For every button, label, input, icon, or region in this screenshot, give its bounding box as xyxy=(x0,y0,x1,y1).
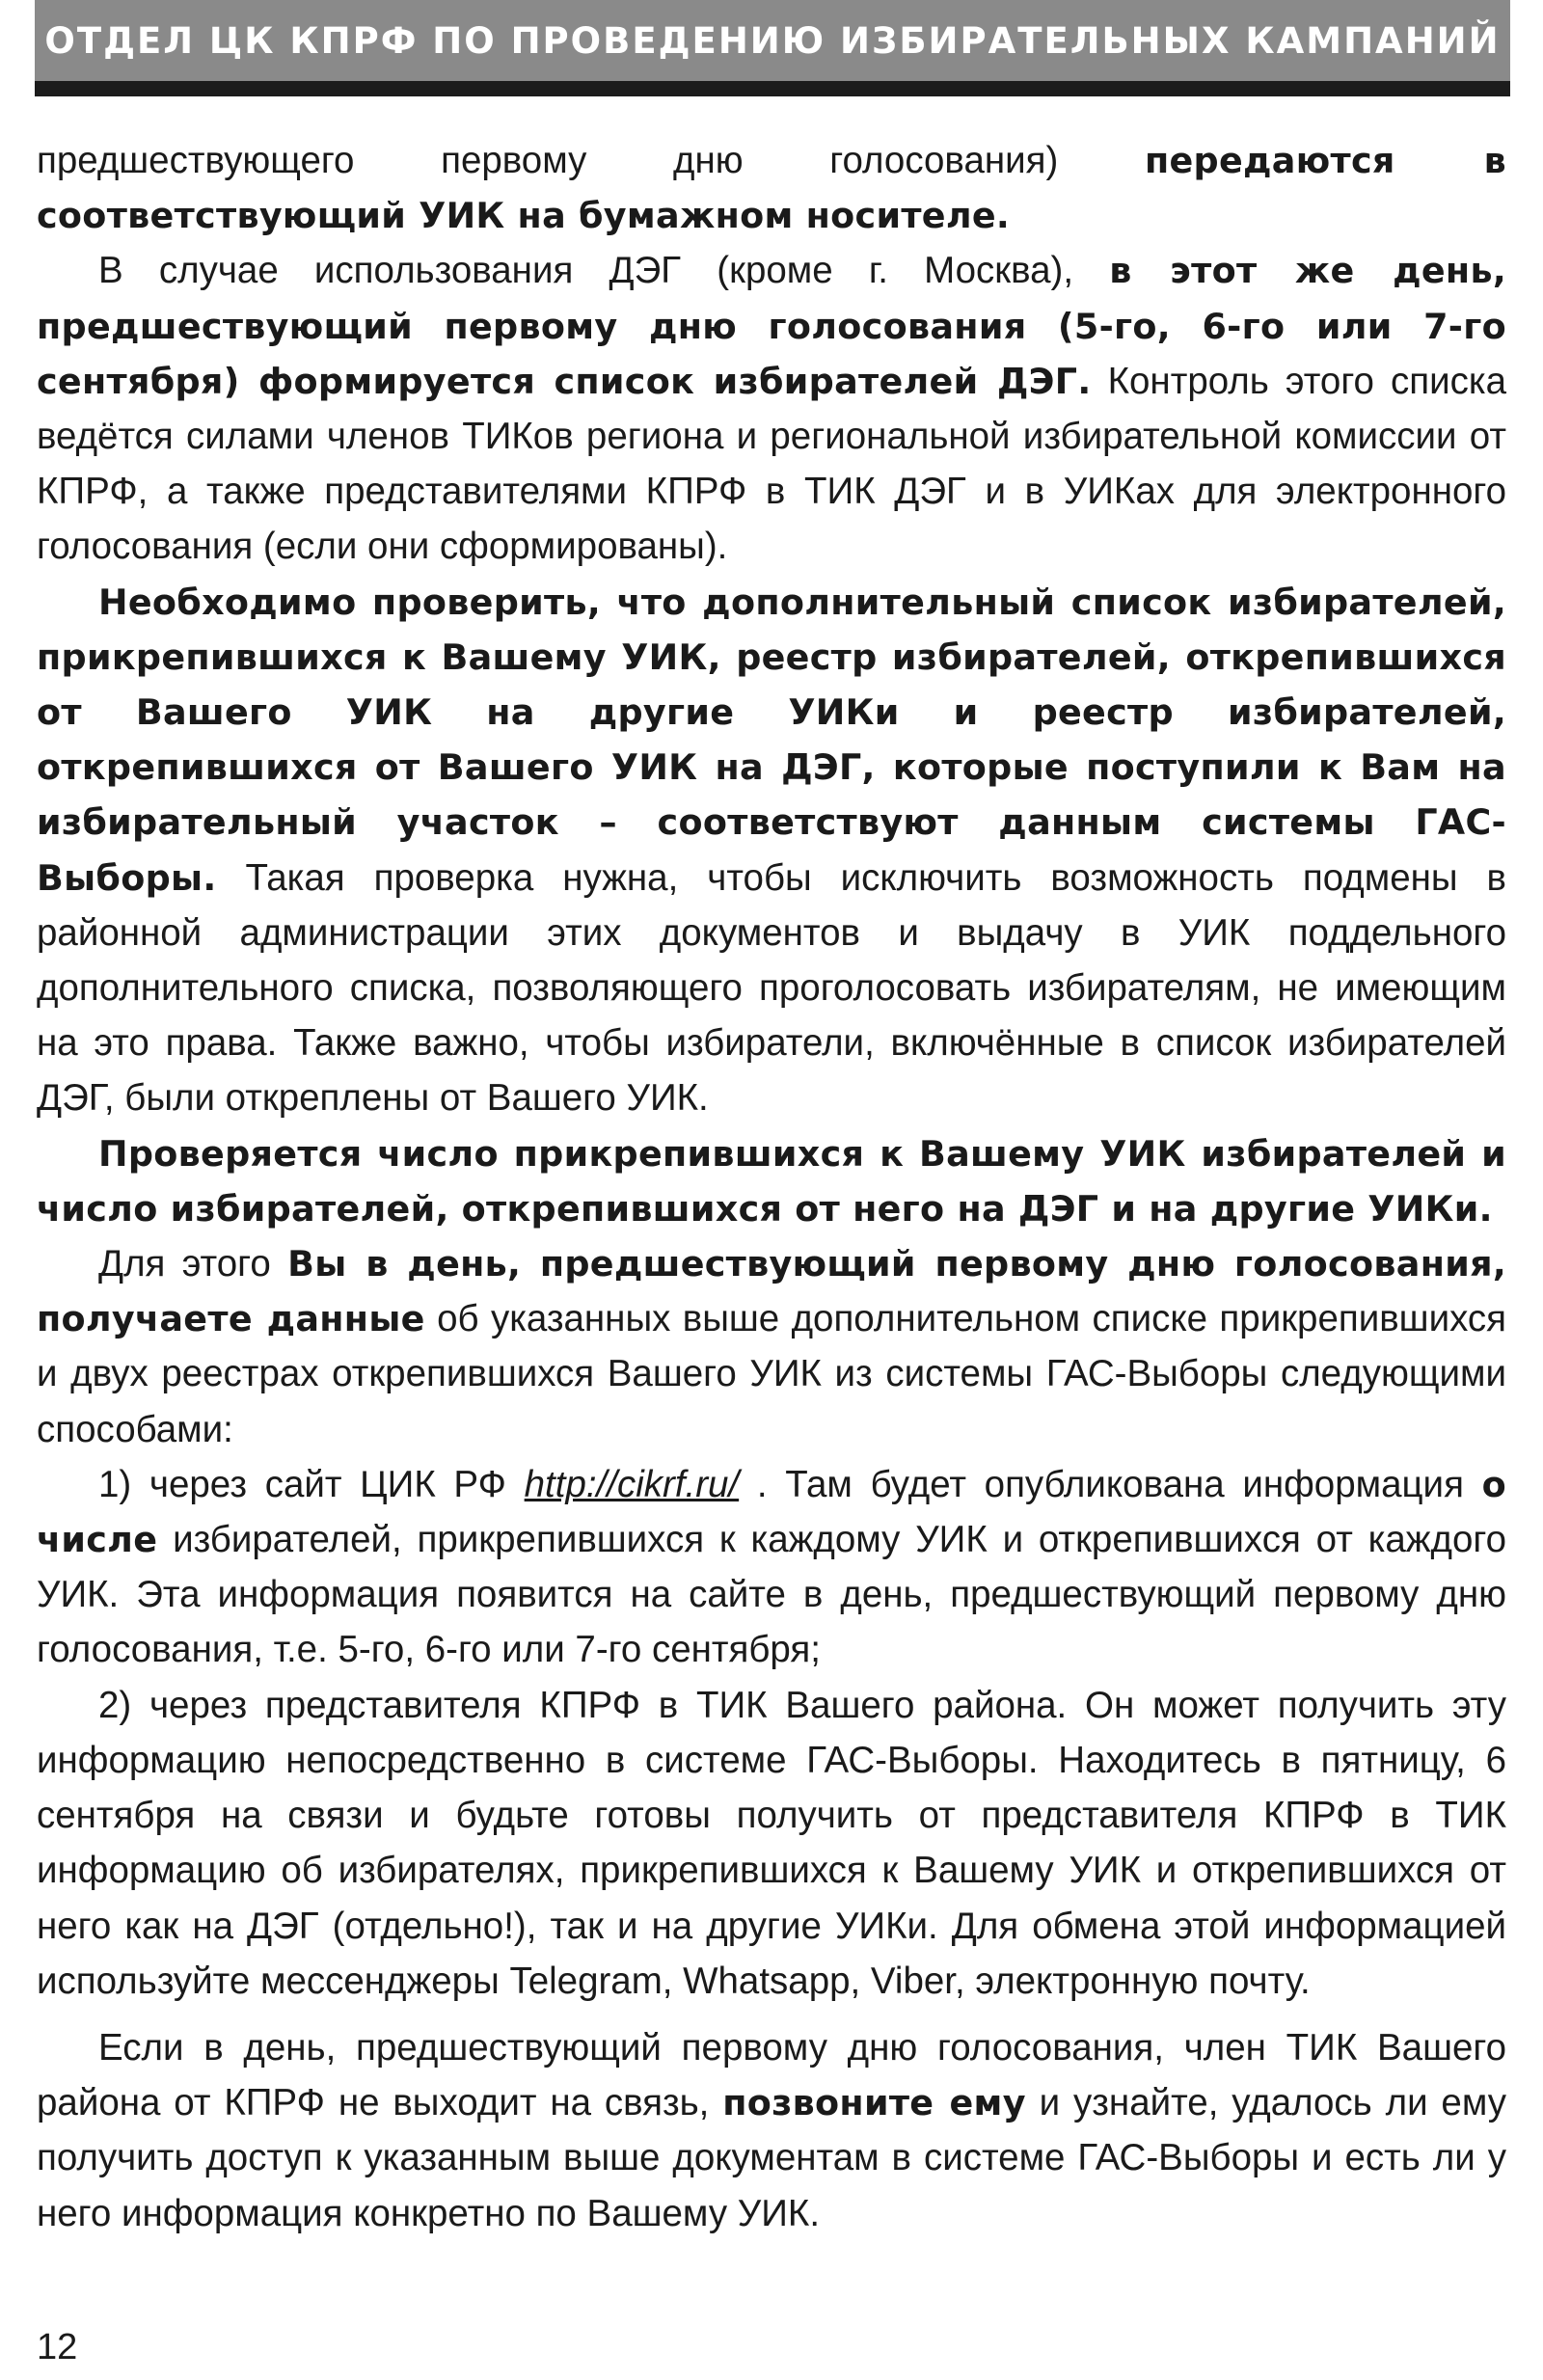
paragraph-3 xyxy=(37,575,1506,1126)
paragraph-8 xyxy=(37,2020,1506,2241)
bold-run: передаются в соответствующий УИК на бумажном носителе. xyxy=(37,140,1506,237)
text-run: избирателей, прикрепившихся к каждому УИК и открепившихся от каждого УИК. Эта информация появится на сайте в день, предшествующий первому дню голосования, т.е. 5-го, 6-го или 7-го сентября; xyxy=(37,1519,1506,1671)
text-run: Если в день, предшествующий первому дню голосования, член ТИК Вашего района от КПРФ не выходит на связь, xyxy=(37,2026,1506,2124)
paragraph-2 xyxy=(37,243,1506,574)
cikrf-link[interactable]: http://cikrf.ru/ xyxy=(524,1463,740,1505)
paragraph-1 xyxy=(37,133,1506,243)
bold-run: Вы в день, предшествующий первому дню голосования, получаете данные xyxy=(37,1243,1506,1340)
header-title: ОТДЕЛ ЦК КПРФ ПО ПРОВЕДЕНИЮ ИЗБИРАТЕЛЬНЫХ КАМПАНИЙ xyxy=(44,19,1501,62)
text-run: Контроль этого списка ведётся силами членов ТИКов региона и региональной избирательной комиссии от КПРФ, а также представителями КПРФ в ТИК ДЭГ и в УИКах для электронного голосования (если они сформированы). xyxy=(37,360,1506,568)
paragraph-6 xyxy=(37,1457,1506,1678)
bold-run: Необходимо проверить, что дополнительный список избирателей, прикрепившихся к Вашему УИК, реестр избирателей, открепившихся от Вашего УИК на другие УИКи и реестр избирателей, открепившихся от Вашего УИК на ДЭГ, которые поступили к Вам на избирательный участок – соответствуют данным системы ГАС-Выборы. xyxy=(37,581,1506,899)
text-run: 1) через сайт ЦИК РФ xyxy=(98,1463,525,1505)
bold-run: о числе xyxy=(37,1463,1506,1561)
bold-run: Проверяется число прикрепившихся к Вашему УИК избирателей и число избирателей, открепившихся от него на ДЭГ и на другие УИКи. xyxy=(37,1132,1506,1230)
text-run: и узнайте, удалось ли ему получить доступ к указанным выше документам в системе ГАС-Выборы и есть ли у него информация конкретно по Вашему УИК. xyxy=(37,2082,1506,2234)
bold-run: в этот же день, предшествующий первому дню голосования (5-го, 6-го или 7-го сентября) формируется список избирателей ДЭГ. xyxy=(37,250,1506,402)
text-run: Для этого xyxy=(98,1243,288,1285)
bold-run: позвоните ему xyxy=(722,2082,1026,2124)
text-run: Такая проверка нужна, чтобы исключить возможность подмены в районной администрации этих документов и выдачу в УИК поддельного дополнительного списка, позволяющего проголосовать избирателям, не имеющим на это права. Также важно, чтобы избиратели, включённые в список избирателей ДЭГ, были откреплены от Вашего УИК. xyxy=(37,856,1506,1120)
text-run: 2) через представителя КПРФ в ТИК Вашего района. Он может получить эту информацию непосредственно в системе ГАС-Выборы. Находитесь в пятницу, 6 сентября на связи и будьте готовы получить от представителя КПРФ в ТИК информацию об избирателях, прикрепившихся к Вашему УИК и открепившихся от него как на ДЭГ (отдельно!), так и на другие УИКи. Для обмена этой информацией используйте мессенджеры Telegram, Whatsapp, Viber, электронную почту. xyxy=(37,1684,1506,2002)
text-run: предшествующего первому дню голосования) xyxy=(37,140,1145,181)
text-run: В случае использования ДЭГ (кроме г. Москва), xyxy=(98,250,1110,292)
text-run: . Там будет опубликована информация xyxy=(739,1463,1482,1505)
page-header xyxy=(35,0,1510,96)
document-body xyxy=(37,133,1506,2241)
paragraph-5 xyxy=(37,1236,1506,1457)
page-number: 12 xyxy=(37,2327,78,2367)
paragraph-4 xyxy=(37,1126,1506,1236)
text-run: об указанных выше дополнительном списке прикрепившихся и двух реестрах открепившихся Вашего УИК из системы ГАС-Выборы следующими способами: xyxy=(37,1298,1506,1450)
paragraph-7 xyxy=(37,1678,1506,2009)
